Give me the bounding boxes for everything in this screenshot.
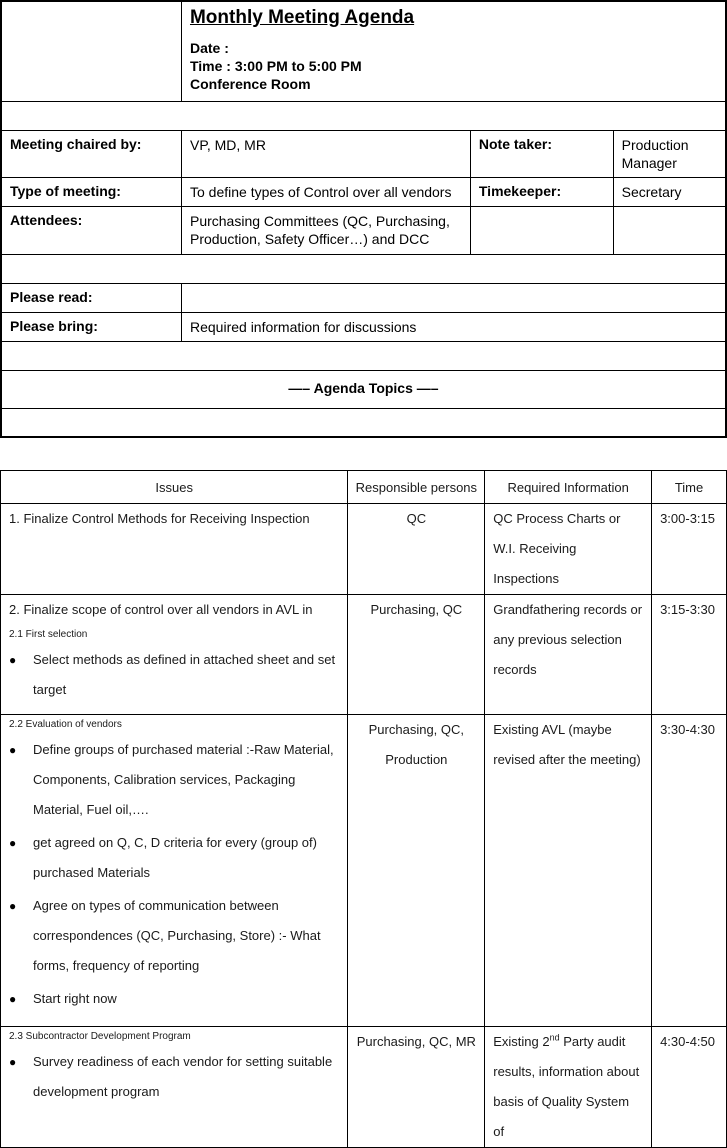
title-cell [181,1,726,101]
table-row [1,595,727,715]
col-header-time: Time [652,471,727,504]
timekeeper-label: Timekeeper: [470,177,613,206]
please-bring-value: Required information for discussions [181,312,726,341]
meeting-date: Date : [189,40,229,56]
info-cell [485,1027,652,1148]
logo-placeholder-cell [1,1,181,101]
agenda-topics-heading: —– Agenda Topics —– [1,370,726,408]
chaired-label: Meeting chaired by: [1,130,181,177]
table-row [1,504,727,595]
persons-cell: Purchasing, QC, Production [348,715,485,1027]
attendees-row [1,206,726,254]
subsection-heading: 2.2 Evaluation of vendors [9,719,122,730]
info-text-continued: Party audit results, information about basis of Quality System of [493,1034,640,1139]
col-header-issues: Issues [1,471,348,504]
subsection-heading: 2.1 First selection [9,629,88,640]
persons-cell: QC [348,504,485,595]
info-text: Existing 2 [493,1034,550,1049]
info-cell: Existing AVL (maybe revised after the meeting) [485,715,652,1027]
table-row [1,1027,727,1148]
spacer-row [1,341,726,370]
please-read-value [181,283,726,312]
issue-cell [1,504,348,595]
spacer-row [1,101,726,130]
title-row [1,1,726,101]
blank-cell [1,408,726,437]
table-header-row [1,471,727,504]
subsection-heading: 2.3 Subcontractor Development Program [9,1031,191,1042]
issue-cell [1,1027,348,1148]
meeting-location: Conference Room [189,76,311,92]
please-read-row [1,283,726,312]
issues-table [0,470,727,1148]
info-superscript: nd [549,1032,560,1043]
page-title: Monthly Meeting Agenda [189,7,415,28]
blank-cell [1,101,726,130]
blank-cell [1,341,726,370]
time-cell: 4:30-4:50 [652,1027,727,1148]
attendees-value: Purchasing Committees (QC, Purchasing, Production, Safety Officer…) and DCC [181,206,470,254]
bullet-item: ● Define groups of purchased material :-Raw Material, Components, Calibration services, Packaging Material, Fuel oil,…. [9,735,339,825]
note-taker-value: Production Manager [613,130,726,177]
timekeeper-value: Secretary [613,177,726,206]
col-header-responsible: Responsible persons [348,471,485,504]
persons-cell: Purchasing, QC, MR [348,1027,485,1148]
agenda-topics-row [1,370,726,408]
bullet-item: ● Agree on types of communication between correspondences (QC, Purchasing, Store) :- What forms, frequency of reporting [9,891,339,981]
persons-cell: Purchasing, QC [348,595,485,715]
blank-cell [613,206,726,254]
spacer-row [1,254,726,283]
time-cell: 3:15-3:30 [652,595,727,715]
col-header-info: Required Information [485,471,652,504]
type-value: To define types of Control over all vendors [181,177,470,206]
blank-cell [1,254,726,283]
issue-cell [1,715,348,1027]
issue-text: 1. Finalize Control Methods for Receiving Inspection [9,511,310,526]
chaired-row [1,130,726,177]
issue-text: 2. Finalize scope of control over all vendors in AVL in [9,602,313,617]
info-cell: Grandfathering records or any previous selection records [485,595,652,715]
info-cell: QC Process Charts or W.I. Receiving Inspections [485,504,652,595]
chaired-value: VP, MD, MR [181,130,470,177]
time-cell: 3:00-3:15 [652,504,727,595]
type-label: Type of meeting: [1,177,181,206]
time-cell: 3:30-4:30 [652,715,727,1027]
bullet-item: ● Start right now [9,984,339,1014]
meeting-time: Time : 3:00 PM to 5:00 PM [189,58,362,74]
bullet-item: ● Select methods as defined in attached sheet and set target [9,645,339,705]
spacer-row [1,408,726,437]
issue-cell [1,595,348,715]
please-read-label: Please read: [1,283,181,312]
please-bring-label: Please bring: [1,312,181,341]
please-bring-row [1,312,726,341]
table-row [1,715,727,1027]
note-taker-label: Note taker: [470,130,613,177]
attendees-label: Attendees: [1,206,181,254]
bullet-item: ● get agreed on Q, C, D criteria for every (group of) purchased Materials [9,828,339,888]
meeting-header-table [0,0,727,438]
blank-cell [470,206,613,254]
type-row [1,177,726,206]
bullet-item: ● Survey readiness of each vendor for setting suitable development program [9,1047,339,1107]
